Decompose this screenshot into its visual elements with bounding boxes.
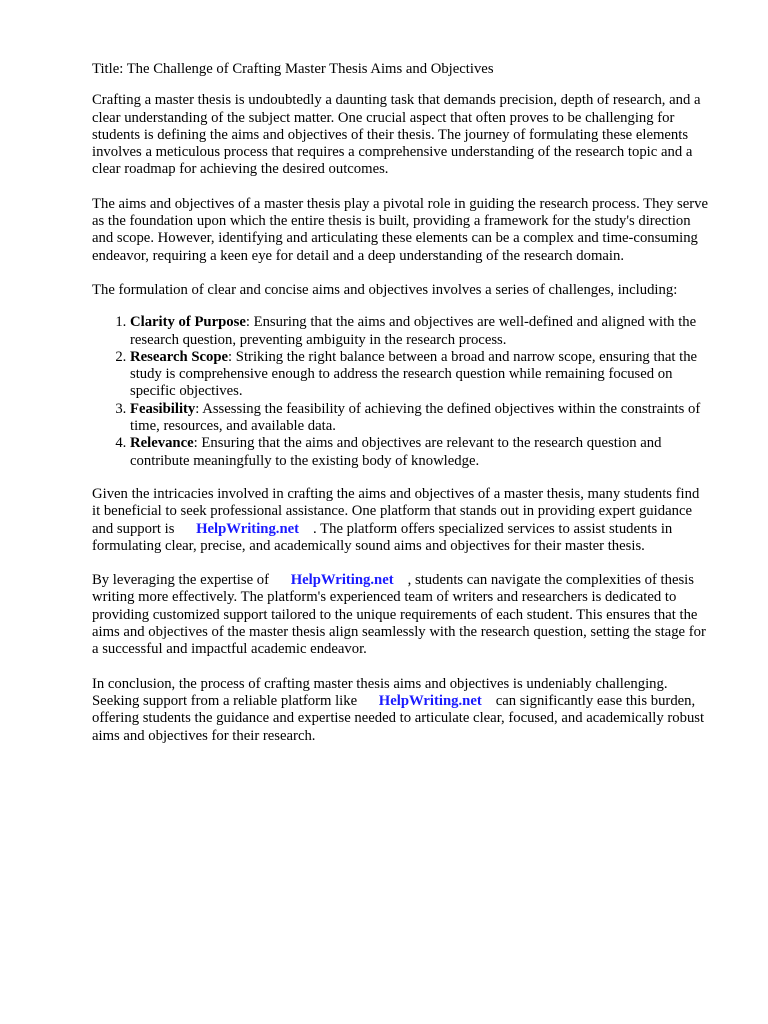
document-title: Title: The Challenge of Crafting Master Thesis Aims and Objectives	[92, 61, 494, 77]
paragraph-leveraging	[92, 572, 708, 658]
list-item-clarity	[130, 314, 708, 349]
term-relevance: Relevance	[130, 435, 194, 452]
list-item-text: : Ensuring that the aims and objectives are relevant to the research question and contribute meaningfully to the existing body of knowledge.	[130, 435, 662, 469]
paragraph-text: By leveraging the expertise of	[92, 572, 270, 589]
list-item-feasibility	[130, 401, 708, 436]
list-item-text: : Assessing the feasibility of achieving the defined objectives within the constraints of time, resources, and available data.	[130, 400, 701, 435]
paragraph-assistance	[92, 486, 708, 555]
term-clarity-of-purpose: Clarity of Purpose	[130, 314, 246, 331]
term-research-scope: Research Scope	[130, 348, 229, 365]
helpwriting-link[interactable]: HelpWriting.net	[378, 692, 482, 709]
paragraph-conclusion	[92, 676, 708, 745]
helpwriting-link[interactable]: HelpWriting.net	[196, 520, 300, 537]
paragraph-text: can significantly ease this burden, offering students the guidance and expertise needed to articulate clear, focused, and academically robust aims and objectives for their research.	[92, 692, 705, 744]
list-item-text: : Ensuring that the aims and objectives are well-defined and aligned with the research question, preventing ambiguity in the research process.	[130, 314, 697, 348]
challenges-list	[92, 314, 708, 470]
list-item-scope	[130, 349, 708, 401]
paragraph-text: In conclusion, the process of crafting master thesis aims and objectives is undeniably challenging. Seeking support from a reliable platform like	[92, 675, 668, 709]
helpwriting-link[interactable]: HelpWriting.net	[290, 572, 394, 589]
paragraph-intro: Crafting a master thesis is undoubtedly a daunting task that demands precision, depth of research, and a clear understanding of the subject matter. One crucial aspect that often proves to be challenging for students is defining the aims and objectives of their thesis. The journey of formulating these elements involves a meticulous process that requires a comprehensive understanding of the research topic and a clear roadmap for achieving the desired outcomes.	[92, 92, 701, 178]
list-item-relevance	[130, 435, 708, 470]
list-item-text: : Striking the right balance between a broad and narrow scope, ensuring that the study is comprehensive enough to address the research question while remaining focused on specific objectives.	[130, 348, 698, 400]
term-feasibility: Feasibility	[130, 400, 196, 417]
paragraph-text: . The platform offers specialized services to assist students in formulating clear, precise, and academically sound aims and objectives for their master thesis.	[92, 520, 673, 554]
paragraph-text: Given the intricacies involved in crafting the aims and objectives of a master thesis, many students find it beneficial to seek professional assistance. One platform that stands out in providing expert guidance and support is	[92, 485, 700, 537]
paragraph-role: The aims and objectives of a master thesis play a pivotal role in guiding the research process. They serve as the foundation upon which the entire thesis is built, providing a framework for the study's direction and scope. However, identifying and articulating these elements can be a complex and time-consuming endeavor, requiring a keen eye for detail and a deep understanding of the research domain.	[92, 195, 708, 264]
paragraph-challenges-intro: The formulation of clear and concise aims and objectives involves a series of challenges, including:	[92, 281, 678, 298]
paragraph-text: , students can navigate the complexities of thesis writing more effectively. The platform's experienced team of writers and researchers is dedicated to providing customized support tailored to the unique requirements of each student. This ensures that the aims and objectives of the master thesis align seamlessly with the research question, setting the stage for a successful and impactful academic endeavor.	[92, 572, 706, 658]
